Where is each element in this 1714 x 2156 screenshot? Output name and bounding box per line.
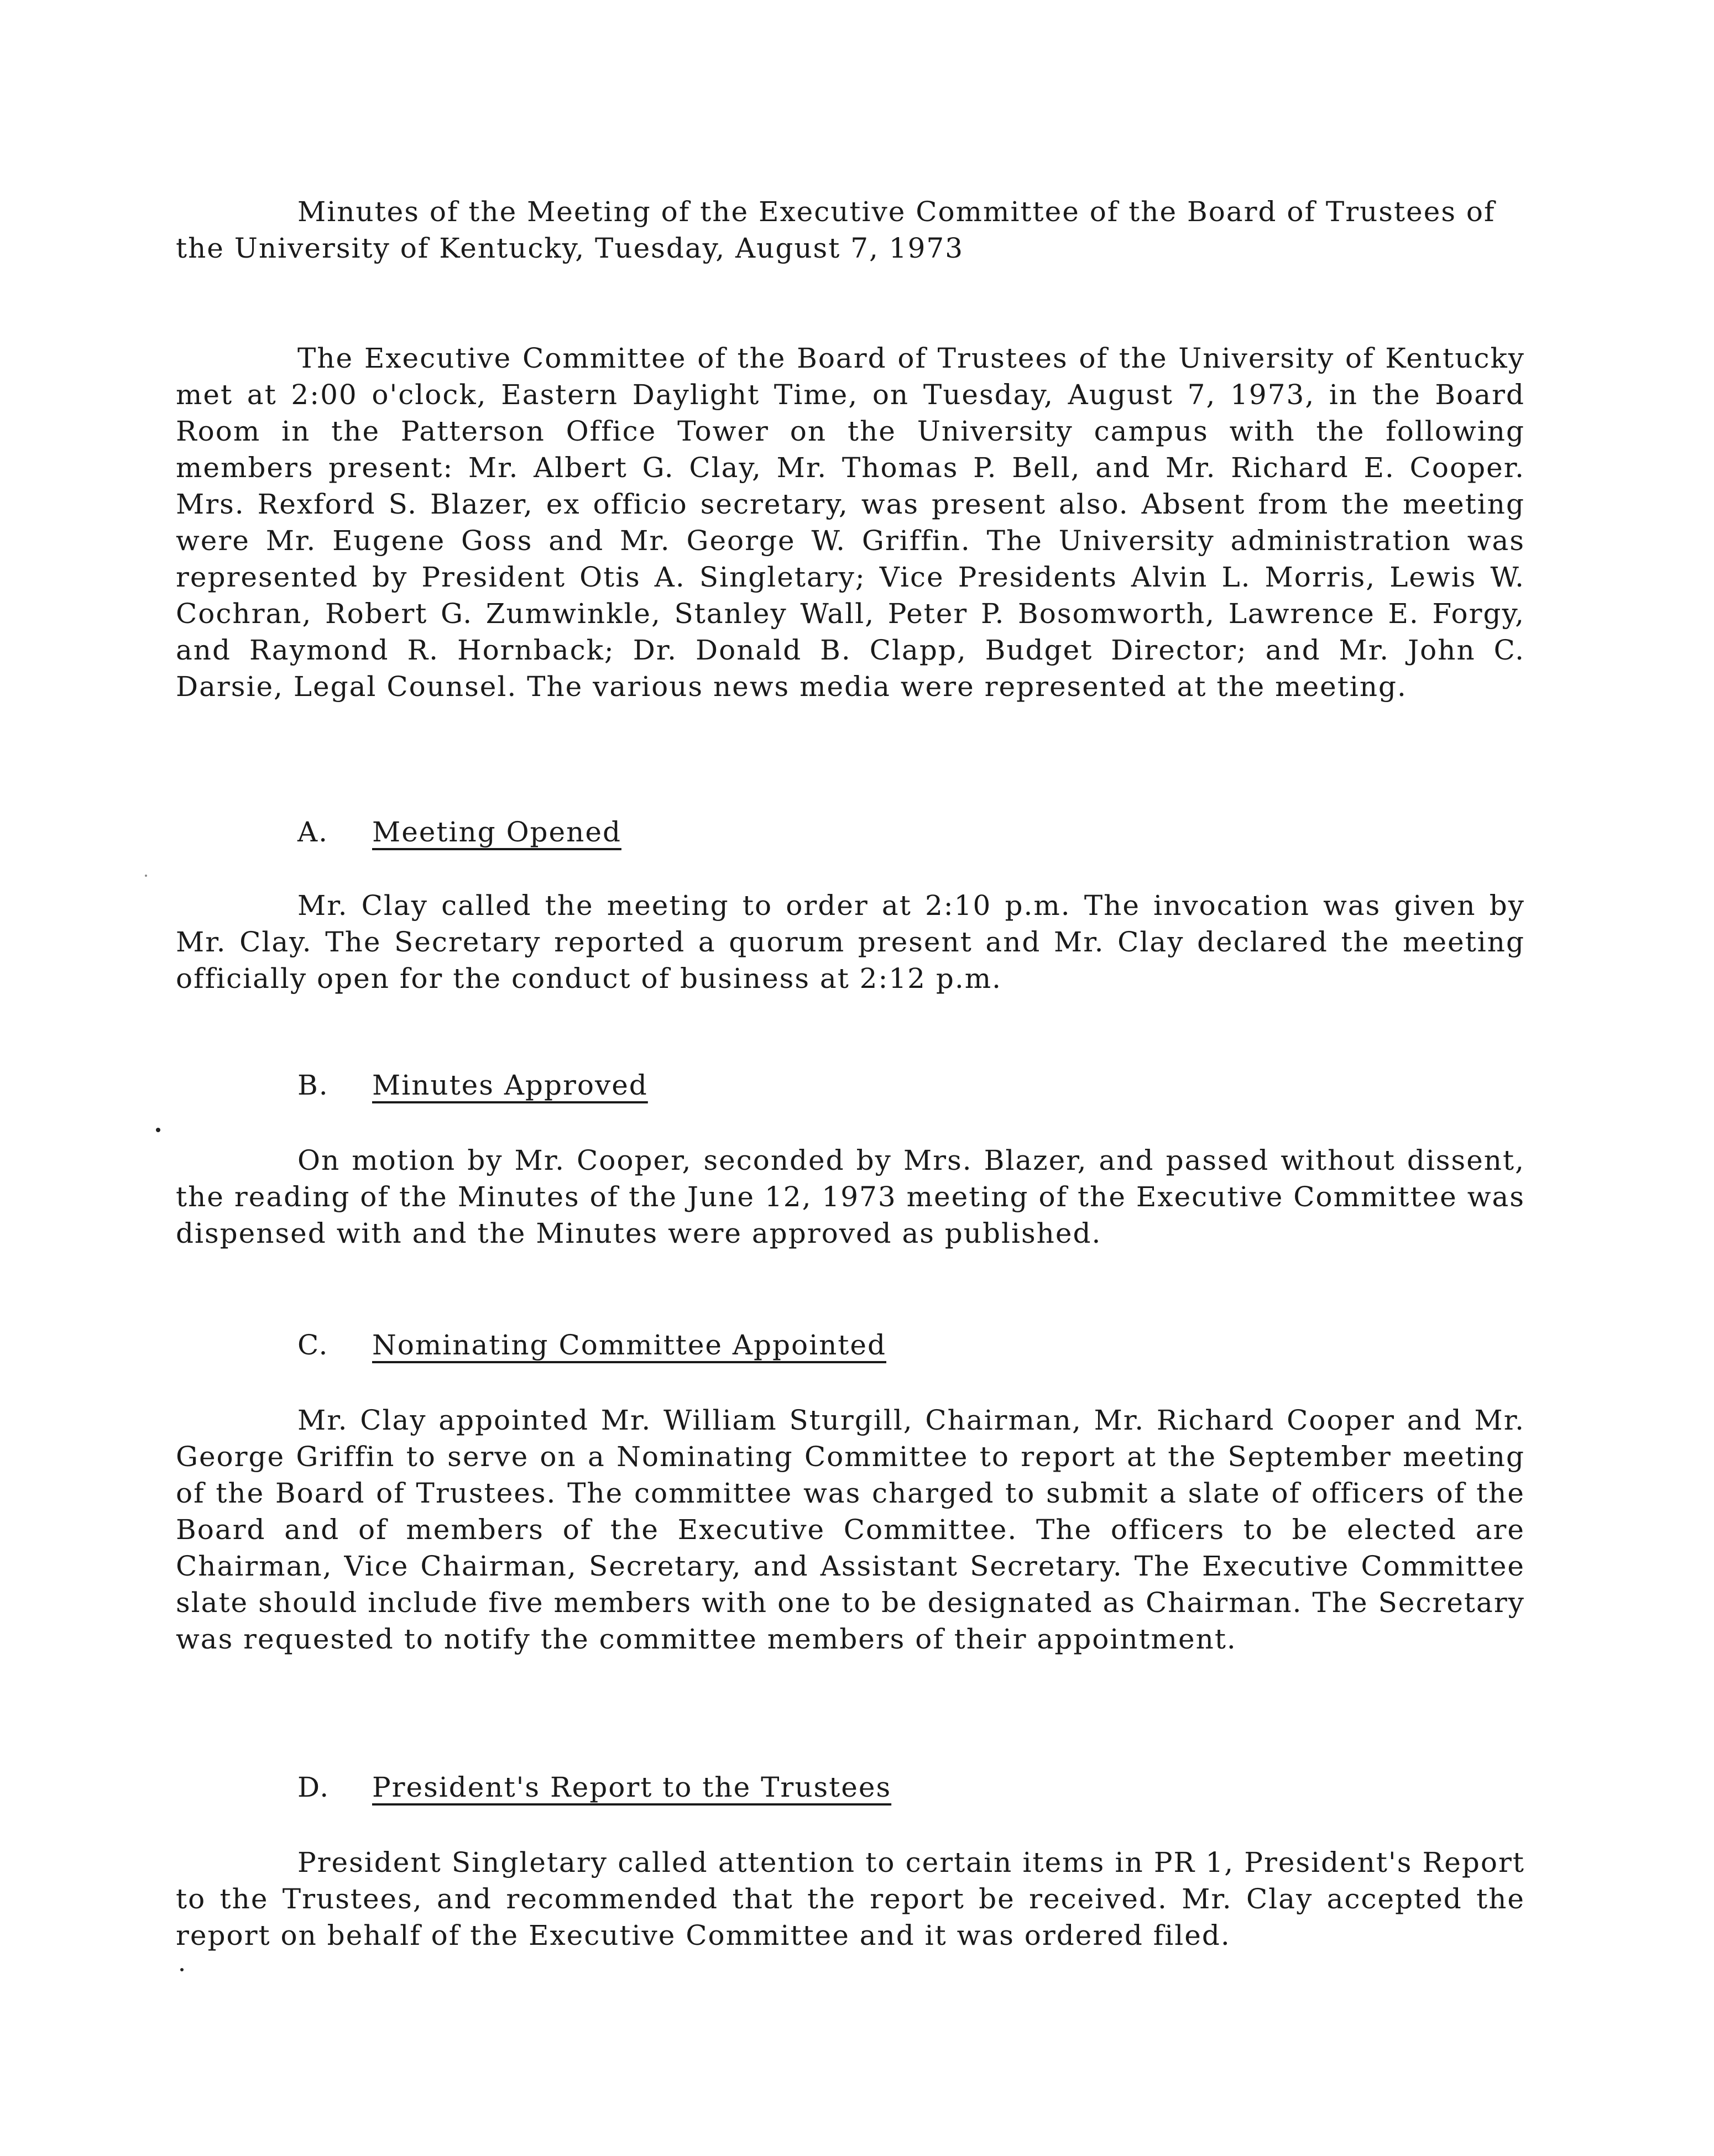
section-b-heading <box>297 1067 648 1103</box>
section-c-heading <box>297 1327 886 1363</box>
section-b-body: On motion by Mr. Cooper, seconded by Mrs. Blazer, and passed without dissent, the reading of the Minutes of the June 12, 1973 meeting of the Executive Committee was dispensed with and the Minutes were approved as published. <box>176 1144 1525 1249</box>
section-a-body: Mr. Clay called the meeting to order at 2:10 p.m. The invocation was given by Mr. Clay. The Secretary reported a quorum present and Mr. Clay declared the meeting officially open for the conduct of business at 2:12 p.m. <box>176 889 1525 995</box>
section-c-letter: C. <box>297 1329 329 1361</box>
section-d-body: President Singletary called attention to certain items in PR 1, President's Report to the Trustees, and recommended that the report be received. Mr. Clay accepted the report on behalf of the Executive Committee and it was ordered filed. <box>176 1846 1525 1951</box>
section-b-title: Minutes Approved <box>372 1069 648 1101</box>
section-b-letter: B. <box>297 1069 329 1101</box>
document-title: Minutes of the Meeting of the Executive Committee of the Board of Trustees of the University of Kentucky, Tuesday, August 7, 1973 <box>176 196 1496 264</box>
section-c-body: Mr. Clay appointed Mr. William Sturgill, Chairman, Mr. Richard Cooper and Mr. George Griffin to serve on a Nominating Committee to report at the September meeting of the Board of Trustees. The committee was charged to submit a slate of officers of the Board and of members of the Executive Committee. The officers to be elected are Chairman, Vice Chairman, Secretary, and Assistant Secretary. The Executive Committee slate should include five members with one to be designated as Chairman. The Secretary was requested to notify the committee members of their appointment. <box>176 1404 1525 1655</box>
scan-speck <box>180 1968 184 1971</box>
section-d-heading <box>297 1769 891 1806</box>
section-c-title: Nominating Committee Appointed <box>372 1329 886 1361</box>
section-a-title: Meeting Opened <box>372 816 621 848</box>
section-d-title: President's Report to the Trustees <box>372 1771 892 1803</box>
section-a-heading <box>297 814 621 850</box>
section-d-letter: D. <box>297 1771 330 1803</box>
scan-speck <box>156 1128 160 1132</box>
section-a-letter: A. <box>297 816 329 848</box>
scan-speck <box>145 875 147 877</box>
intro-paragraph: The Executive Committee of the Board of Trustees of the University of Kentucky met at 2:00 o'clock, Eastern Daylight Time, on Tuesday, August 7, 1973, in the Board Room in the Patterson Office Tower on the University campus with the following members present: Mr. Albert G. Clay, Mr. Thomas P. Bell, and Mr. Richard E. Cooper. Mrs. Rexford S. Blazer, ex officio secretary, was present also. Absent from the meeting were Mr. Eugene Goss and Mr. George W. Griffin. The University administration was represented by President Otis A. Singletary; Vice Presidents Alvin L. Morris, Lewis W. Cochran, Robert G. Zumwinkle, Stanley Wall, Peter P. Bosomworth, Lawrence E. Forgy, and Raymond R. Hornback; Dr. Donald B. Clapp, Budget Director; and Mr. John C. Darsie, Legal Counsel. The various news media were represented at the meeting. <box>176 342 1525 703</box>
